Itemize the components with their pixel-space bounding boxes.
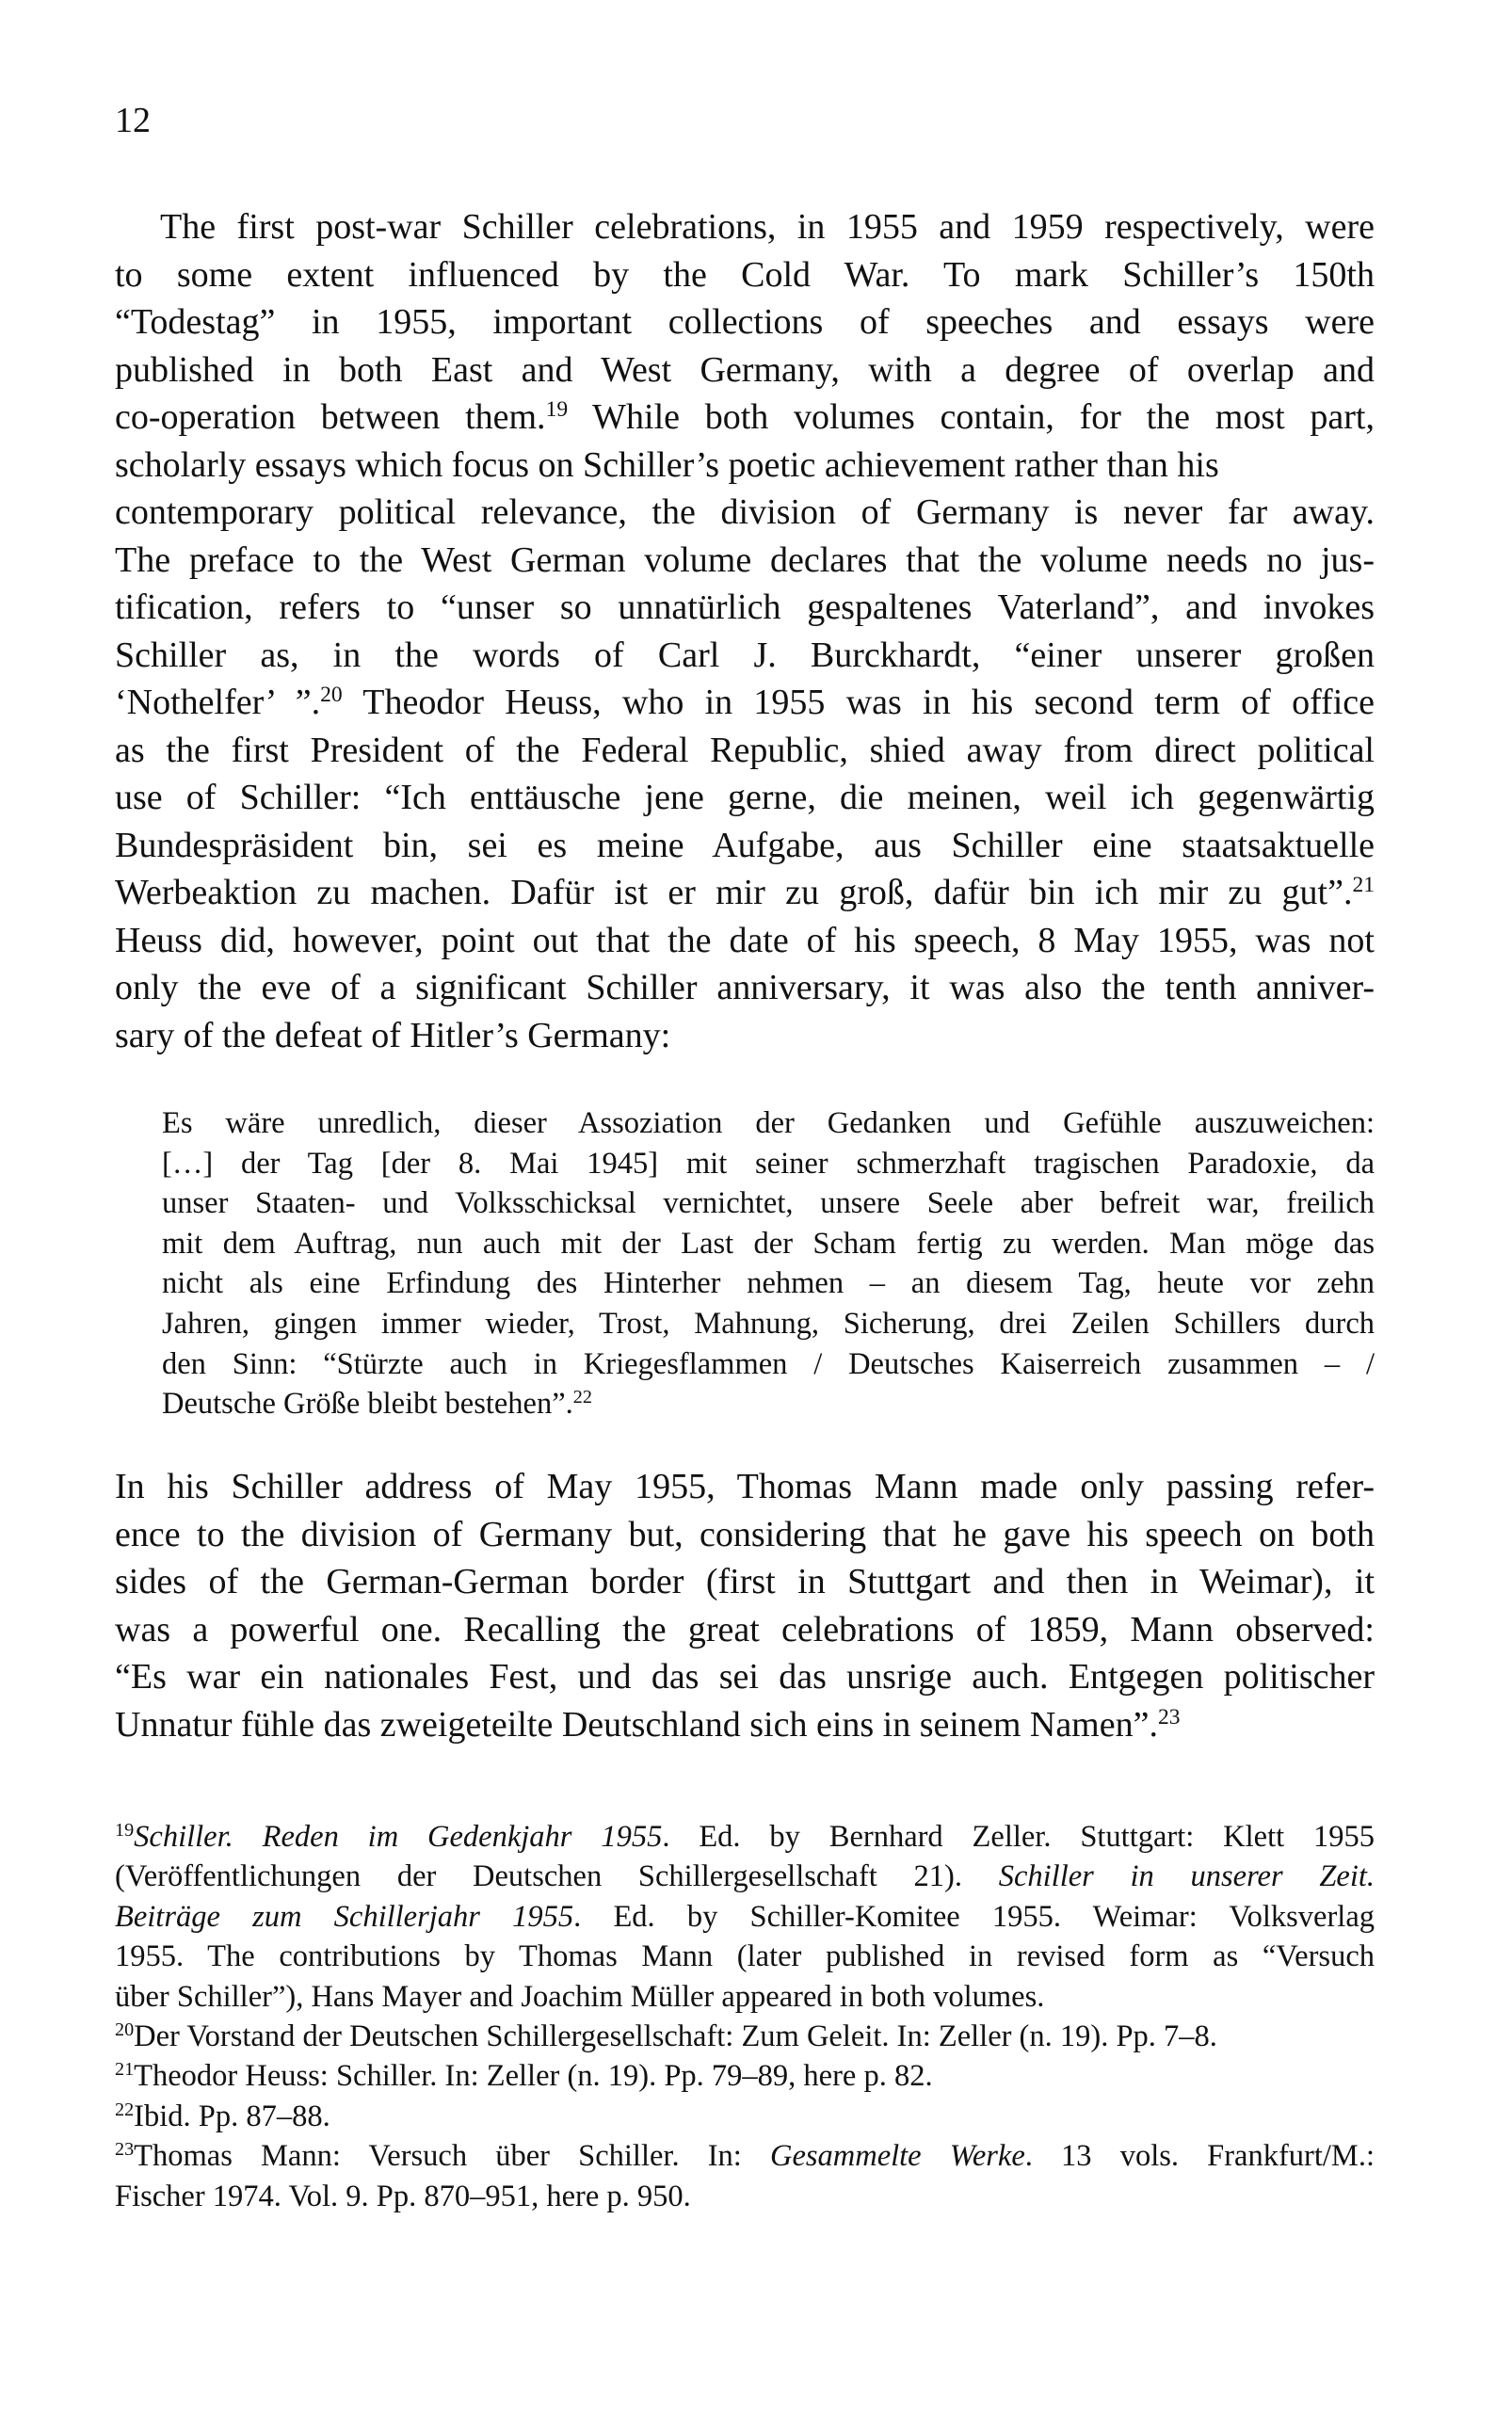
text-line: [115, 2017, 1375, 2056]
text-run: sary of the defeat of Hitler’s Germany:: [115, 1015, 671, 1055]
text-run: mit dem Auftrag, nun auch mit der Last der Scham fertig zu werden. Man möge das: [162, 1226, 1375, 1261]
text-run: . Ed. by Bernhard Zeller. Stuttgart: Klett 1955: [662, 1820, 1375, 1854]
text-line: [115, 869, 1375, 917]
text-run: tification, refers to “unser so unnatürlich gespaltenes Vaterland”, and invokes: [115, 587, 1375, 627]
text-line: [115, 632, 1375, 680]
text-run: Thomas Mann: Versuch über Schiller. In:: [134, 2139, 770, 2174]
text-run: […] der Tag [der 8. Mai 1945] mit seiner schmerzhaft tragischen Paradoxie, da: [162, 1146, 1375, 1181]
text-run: unser Staaten- und Volksschicksal vernichtet, unsere Seele aber befreit war, freilich: [162, 1186, 1375, 1221]
text-run: While both volumes contain, for the most part,: [568, 397, 1375, 437]
text-line: [162, 1103, 1375, 1144]
footnote-marker: 19: [545, 397, 569, 423]
text-line: [115, 917, 1375, 965]
footnote-marker: 20: [115, 2019, 135, 2040]
text-run: scholarly essays which focus on Schiller’s poetic achievement rather than his: [115, 444, 1219, 485]
text-line: [115, 1897, 1375, 1937]
text-run: Heuss did, however, point out that the date of his speech, 8 May 1955, was not: [115, 920, 1375, 960]
text-run: Der Vorstand der Deutschen Schillergesellschaft: Zum Geleit. In: Zeller (n. 19). Pp. 7–8.: [134, 2019, 1217, 2053]
text-line: [115, 2097, 1375, 2136]
text-run: as the first President of the Federal Republic, shied away from direct political: [115, 730, 1375, 770]
text-line: [115, 442, 1375, 490]
italic-title: Schiller. Reden im Gedenkjahr 1955: [134, 1820, 663, 1854]
text-line: [115, 1857, 1375, 1896]
text-line: [162, 1304, 1375, 1344]
text-run: co-operation between them.: [115, 397, 546, 437]
text-line: [115, 537, 1375, 585]
text-run: 1955. The contributions by Thomas Mann (later published in revised form as “Versuch: [115, 1939, 1375, 1974]
text-run: only the eve of a significant Schiller anniversary, it was also the tenth anniver-: [115, 968, 1375, 1007]
text-run: was a powerful one. Recalling the great celebrations of 1859, Mann observed:: [115, 1609, 1375, 1649]
text-line: [115, 1977, 1375, 2017]
footnote-marker: 20: [320, 683, 343, 708]
text-line: [115, 251, 1375, 299]
footnotes: [115, 1817, 1375, 2216]
footnote-marker: 21: [115, 2059, 135, 2081]
footnote-marker: 22: [115, 2099, 135, 2120]
text-run: Unnatur fühle das zweigeteilte Deutschland sich eins in seinem Namen”.: [115, 1704, 1158, 1745]
text-run: Es wäre unredlich, dieser Assoziation der Gedanken und Gefühle auszuweichen:: [162, 1106, 1375, 1140]
text-run: Deutsche Größe bleibt bestehen”.: [162, 1387, 573, 1422]
footnote-marker: 22: [572, 1387, 592, 1408]
text-run: Schiller as, in the words of Carl J. Burckhardt, “einer unserer großen: [115, 635, 1375, 675]
text-line: [115, 1012, 1375, 1060]
text-line: [115, 679, 1375, 727]
text-run: Ibid. Pp. 87–88.: [134, 2099, 330, 2133]
text-line: [162, 1263, 1375, 1304]
text-line: [115, 774, 1375, 822]
text-run: The first post-war Schiller celebrations, in 1955 and 1959 respectively, were: [160, 207, 1375, 247]
text-run: In his Schiller address of May 1955, Thomas Mann made only passing refer-: [115, 1467, 1375, 1506]
text-line: [115, 1817, 1375, 1857]
text-run: contemporary political relevance, the division of Germany is never far away.: [115, 492, 1375, 532]
text-run: über Schiller”), Hans Mayer and Joachim Müller appeared in both volumes.: [115, 1979, 1045, 2014]
text-line: [115, 394, 1375, 442]
text-line: [162, 1144, 1375, 1184]
text-line: [115, 1511, 1375, 1559]
text-run: use of Schiller: “Ich enttäusche jene gerne, die meinen, weil ich gegenwärtig: [115, 778, 1375, 817]
text-line: [115, 727, 1375, 775]
text-line: [115, 584, 1375, 632]
text-line: [115, 1606, 1375, 1654]
text-run: “Es war ein nationales Fest, und das sei das unsrige auch. Entgegen politischer: [115, 1657, 1375, 1697]
text-line: [115, 2136, 1375, 2176]
footnote-marker: 21: [1352, 873, 1375, 898]
text-line: [115, 1937, 1375, 1976]
text-line: [115, 1653, 1375, 1701]
page-number: 12: [115, 101, 151, 140]
text-run: “Todestag” in 1955, important collections of speeches and essays were: [115, 302, 1375, 342]
footnote-marker: 23: [1157, 1704, 1181, 1729]
text-run: The preface to the West German volume declares that the volume needs no jus-: [115, 539, 1375, 580]
text-line: [162, 1384, 1375, 1424]
text-line: [115, 2056, 1375, 2096]
footnote-marker: 23: [115, 2139, 135, 2161]
block-quote: [162, 1103, 1375, 1424]
text-run: . 13 vols. Frankfurt/M.:: [1024, 2139, 1375, 2174]
text-run: Bundespräsident bin, sei es meine Aufgabe, aus Schiller eine staatsaktuelle: [115, 825, 1375, 865]
text-line: [115, 203, 1375, 251]
text-line: [115, 964, 1375, 1012]
footnote-marker: 19: [115, 1819, 135, 1841]
text-run: ‘Nothelfer’ ”.: [115, 683, 321, 722]
text-run: Werbeaktion zu machen. Dafür ist er mir zu groß, dafür bin ich mir zu gut”.: [115, 873, 1353, 912]
text-line: [115, 1558, 1375, 1606]
italic-title: Gesammelte Werke: [769, 2139, 1025, 2174]
body-paragraph-1: [115, 203, 1375, 1059]
body-paragraph-2: [115, 1463, 1375, 1748]
text-line: [115, 489, 1375, 537]
text-line: [162, 1224, 1375, 1264]
text-line: [115, 1463, 1375, 1511]
text-run: Theodor Heuss: Schiller. In: Zeller (n. 19). Pp. 79–89, here p. 82.: [134, 2059, 933, 2094]
text-run: sides of the German-German border (first in Stuttgart and then in Weimar), it: [115, 1562, 1375, 1601]
text-run: Jahren, gingen immer wieder, Trost, Mahnung, Sicherung, drei Zeilen Schillers durch: [162, 1306, 1375, 1341]
text-line: [115, 1701, 1375, 1749]
text-line: [115, 822, 1375, 870]
text-run: . Ed. by Schiller-Komitee 1955. Weimar: Volksverlag: [573, 1899, 1375, 1934]
text-run: Fischer 1974. Vol. 9. Pp. 870–951, here p. 950.: [115, 2179, 691, 2213]
text-run: nicht als eine Erfindung des Hinterher nehmen – an diesem Tag, heute vor zehn: [162, 1266, 1375, 1301]
text-line: [162, 1344, 1375, 1385]
text-run: to some extent influenced by the Cold War. To mark Schiller’s 150th: [115, 254, 1375, 295]
text-run: den Sinn: “Stürzte auch in Kriegesflammen / Deutsches Kaiserreich zusammen – /: [162, 1346, 1375, 1381]
text-line: [115, 2177, 1375, 2216]
italic-title: Schiller in unserer Zeit.: [998, 1859, 1375, 1894]
text-line: [162, 1183, 1375, 1224]
italic-title: Beiträge zum Schillerjahr 1955: [115, 1899, 574, 1934]
text-line: [115, 346, 1375, 394]
text-line: [115, 298, 1375, 346]
text-run: Theodor Heuss, who in 1955 was in his second term of office: [342, 683, 1375, 722]
text-run: published in both East and West Germany, with a degree of overlap and: [115, 349, 1375, 390]
text-run: (Veröffentlichungen der Deutschen Schillergesellschaft 21).: [115, 1859, 999, 1894]
text-run: ence to the division of Germany but, considering that he gave his speech on both: [115, 1514, 1375, 1554]
